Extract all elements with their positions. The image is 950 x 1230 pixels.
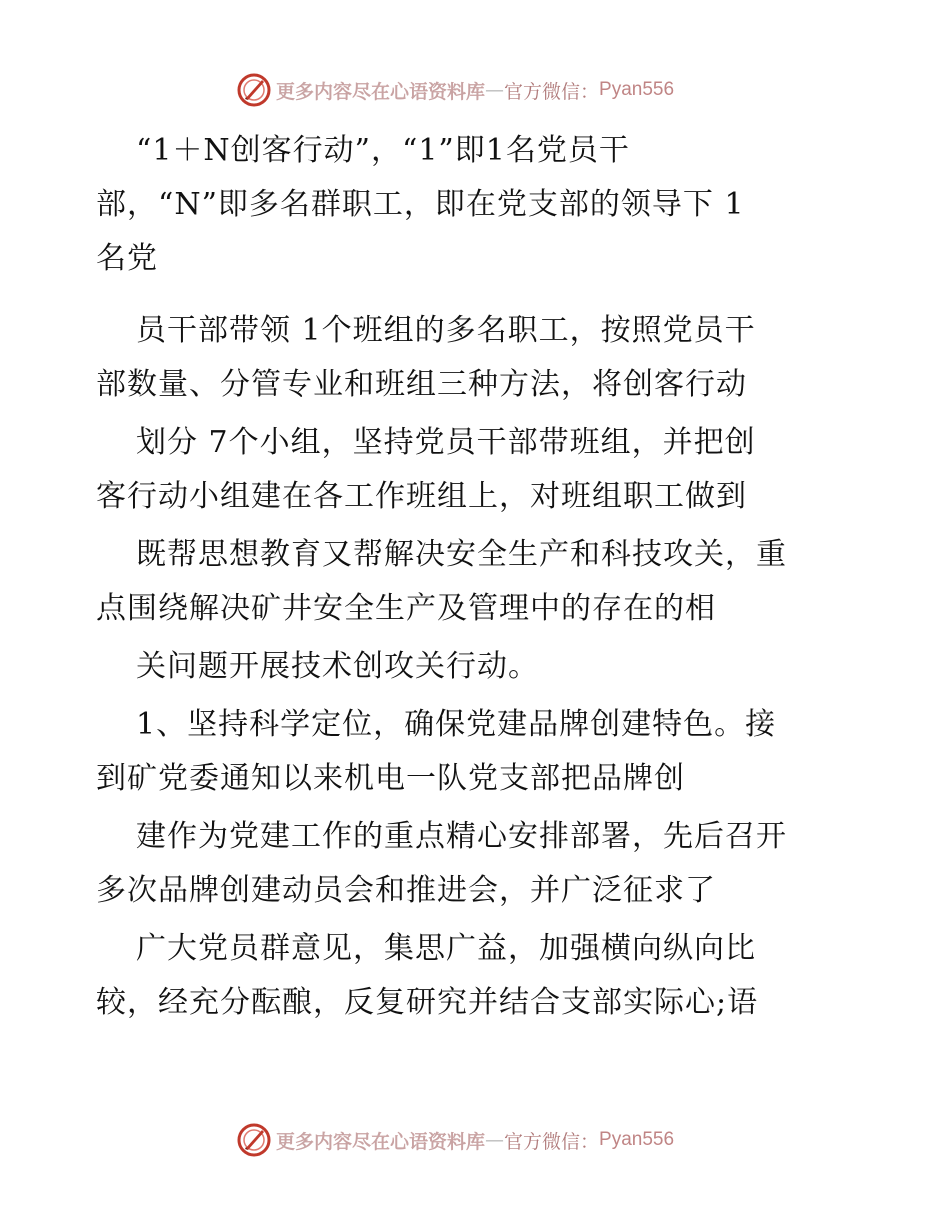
watermark-site-text: 更多内容尽在心语资料库 — [276, 80, 486, 103]
watermark-wechat-id: Pyan556 — [599, 79, 675, 100]
document-body — [96, 124, 856, 1030]
text-line: 部，“N”即多名群职工，即在党支部的领导下 1 — [96, 187, 745, 222]
watermark-banner-bottom — [236, 1120, 716, 1160]
text-line: 多次品牌创建动员会和推进会，并广泛征求了 — [96, 873, 716, 908]
quill-seal-logo-icon — [236, 72, 272, 108]
text-line: 客行动小组建在各工作班组上，对班组职工做到 — [96, 479, 747, 514]
text-line: 建作为党建工作的重点精心安排部署，先后召开 — [136, 819, 787, 854]
watermark-dash: — — [485, 79, 505, 101]
text-line: 较，经充分酝酿，反复研究并结合支部实际心;语 — [96, 985, 759, 1020]
watermark-site-text: 更多内容尽在心语资料库 — [276, 1130, 486, 1153]
watermark-dash: — — [485, 1129, 505, 1151]
quill-seal-logo-icon — [236, 1122, 272, 1158]
text-line: 员干部带领 1个班组的多名职工，按照党员干 — [136, 313, 756, 348]
text-line: 到矿党委通知以来机电一队党支部把品牌创 — [96, 761, 685, 796]
text-line: 既帮思想教育又帮解决安全生产和科技攻关，重 — [136, 537, 787, 572]
text-line: 部数量、分管专业和班组三种方法，将创客行动 — [96, 367, 747, 402]
text-line: 划分 7个小组，坚持党员干部带班组，并把创 — [136, 425, 756, 460]
text-line: 点围绕解决矿井安全生产及管理中的存在的相 — [96, 591, 716, 626]
watermark-wechat-label: 官方微信： — [504, 80, 600, 103]
text-line: 1、坚持科学定位，确保党建品牌创建特色。接 — [136, 707, 777, 742]
text-line: 广大党员群意见，集思广益，加强横向纵向比 — [136, 931, 756, 966]
text-line: 关问题开展技术创攻关行动。 — [136, 649, 539, 684]
text-line: 名党 — [96, 241, 158, 276]
watermark-banner-top — [236, 70, 716, 110]
watermark-wechat-label: 官方微信： — [504, 1130, 600, 1153]
text-line: “1＋N创客行动”，“1”即1名党员干 — [136, 133, 630, 168]
watermark-wechat-id: Pyan556 — [599, 1129, 675, 1150]
